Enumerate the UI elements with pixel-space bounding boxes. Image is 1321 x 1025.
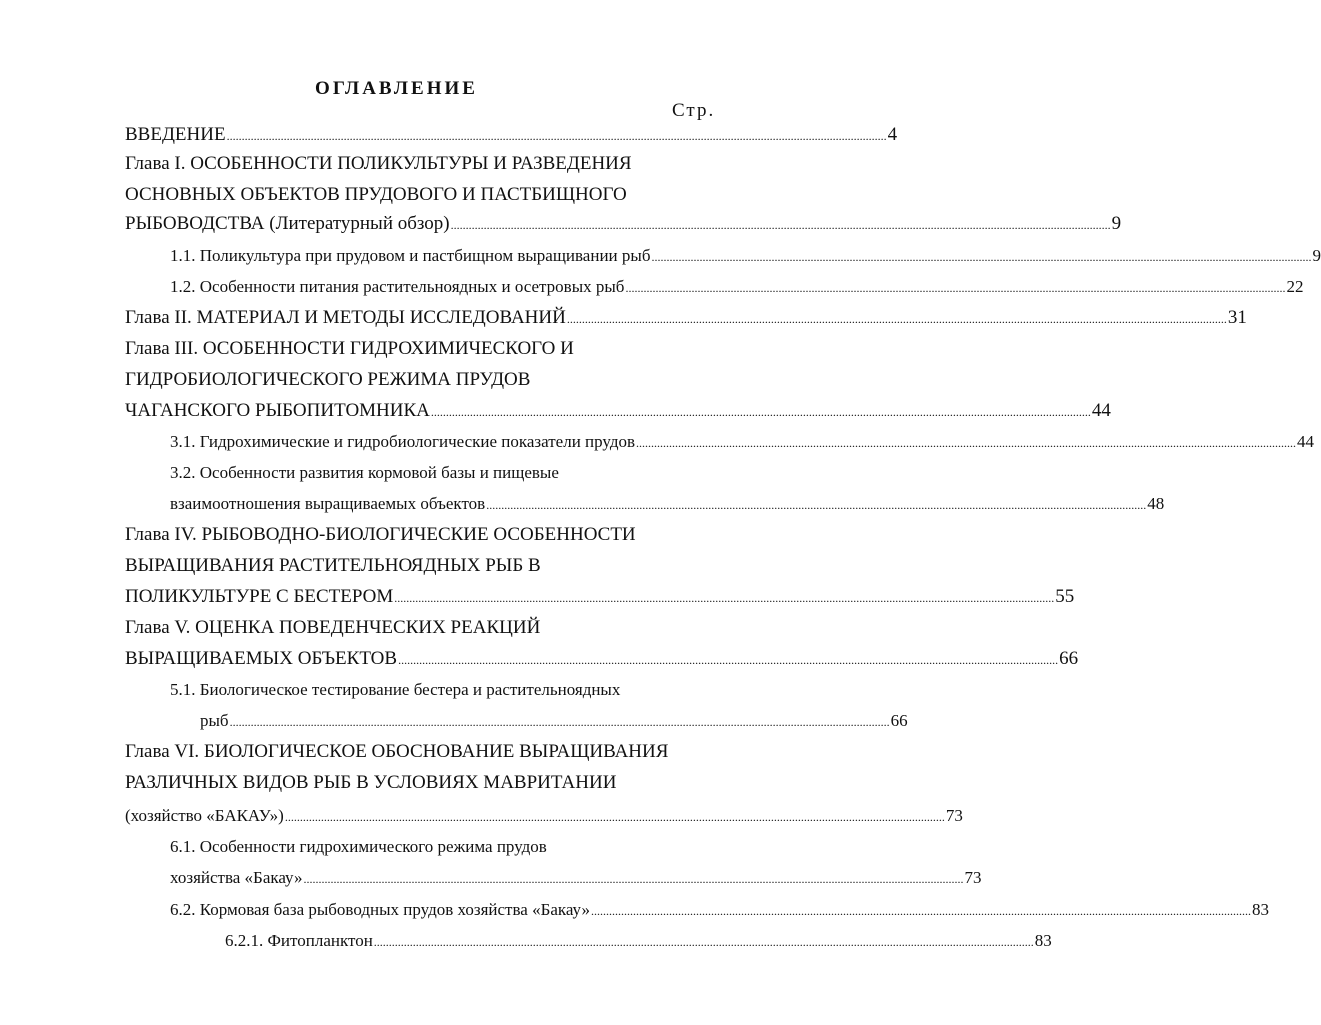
toc-entry-text: 3.1. Гидрохимические и гидробиологические показатели прудов [170,432,636,451]
toc-leader-dots: ............................................................................................................................................................................................................................ [625,281,1286,295]
toc-entry [125,615,725,641]
toc-entry [125,803,963,829]
toc-entry-text: 3.2. Особенности развития кормовой базы и пищевые [170,463,559,482]
toc-entry-page: 73 [945,806,963,825]
toc-entry-text: ОСНОВНЫХ ОБЪЕКТОВ ПРУДОВОГО И ПАСТБИЩНОГО [125,184,627,205]
toc-entry-text: РЫБОВОДСТВА (Литературный обзор) [125,213,450,234]
toc-entry [170,274,1304,300]
toc-entry [170,429,1315,455]
toc-entry-text: ВЫРАЩИВАНИЯ РАСТИТЕЛЬНОЯДНЫХ РЫБ В [125,555,541,576]
toc-entry-page: 44 [1091,400,1111,421]
toc-leader-dots: ............................................................................................................................................................................................................................ [229,715,890,729]
toc-entry [225,928,1052,954]
toc-entry-text: 5.1. Биологическое тестирование бестера и растительноядных [170,680,621,699]
toc-entry [170,677,710,703]
toc-leader-dots: ............................................................................................................................................................................................................................ [373,935,1034,949]
toc-entry [125,336,725,362]
toc-leader-dots: ............................................................................................................................................................................................................................ [590,904,1251,918]
toc-leader-dots: ............................................................................................................................................................................................................................ [284,810,945,824]
toc-entry-text: ПОЛИКУЛЬТУРЕ С БЕСТЕРОМ [125,586,394,607]
toc-entry [125,398,1111,424]
toc-entry [170,834,710,860]
page-column-label: Стр. [672,100,716,121]
toc-leader-dots: ............................................................................................................................................................................................................................ [651,250,1312,264]
toc-entry-text: Глава IV. РЫБОВОДНО-БИОЛОГИЧЕСКИЕ ОСОБЕННОСТИ [125,524,636,545]
toc-entry-text: ЧАГАНСКОГО РЫБОПИТОМНИКА [125,400,430,421]
toc-entry-page: 83 [1251,900,1269,919]
toc-entry [125,211,1122,237]
toc-leader-dots: ............................................................................................................................................................................................................................ [486,498,1147,512]
toc-entry-text: ГИДРОБИОЛОГИЧЕСКОГО РЕЖИМА ПРУДОВ [125,369,531,390]
toc-entry-page: 4 [887,124,898,145]
toc-entry [125,305,1247,331]
toc-entry [125,367,725,393]
toc-entry-page: 55 [1055,586,1075,607]
toc-entry-text: Глава III. ОСОБЕННОСТИ ГИДРОХИМИЧЕСКОГО И [125,338,574,359]
toc-entry [125,151,725,177]
toc-entry-text: Глава VI. БИОЛОГИЧЕСКОЕ ОБОСНОВАНИЕ ВЫРАЩИВАНИЯ [125,741,669,762]
toc-entry-page: 66 [1059,648,1079,669]
toc-entry [170,897,1269,923]
toc-entry-text: ВЫРАЩИВАЕМЫХ ОБЪЕКТОВ [125,648,398,669]
toc-entry-text: Глава I. ОСОБЕННОСТИ ПОЛИКУЛЬТУРЫ И РАЗВЕДЕНИЯ [125,153,632,174]
toc-leader-dots: ............................................................................................................................................................................................................................ [226,129,887,143]
toc-entry-page: 73 [964,868,982,887]
toc-leader-dots: ............................................................................................................................................................................................................................ [398,653,1059,667]
toc-entry-page: 9 [1312,246,1321,265]
toc-entry [125,553,725,579]
toc-entry [125,584,1075,610]
toc-entry-page: 9 [1111,213,1122,234]
toc-entry-text: взаимоотношения выращиваемых объектов [170,494,486,513]
toc-entry-text: Глава II. МАТЕРИАЛ И МЕТОДЫ ИССЛЕДОВАНИЙ [125,307,566,328]
toc-leader-dots: ............................................................................................................................................................................................................................ [636,436,1297,450]
toc-leader-dots: ............................................................................................................................................................................................................................ [394,591,1055,605]
toc-entry-page: 44 [1297,432,1315,451]
toc-entry-page: 83 [1034,931,1052,950]
toc-entry-text: ВВЕДЕНИЕ [125,124,226,145]
toc-entry [125,182,725,208]
toc-entry-page: 22 [1286,277,1304,296]
toc-entry-text: 6.1. Особенности гидрохимического режима прудов [170,837,547,856]
toc-entry [125,122,898,148]
toc-leader-dots: ............................................................................................................................................................................................................................ [566,312,1227,326]
toc-entry-page: 31 [1227,307,1247,328]
toc-entry-text: 1.2. Особенности питания растительноядных и осетровых рыб [170,277,625,296]
toc-heading: ОГЛАВЛЕНИЕ [315,78,478,99]
toc-entry-text: 6.2.1. Фитопланктон [225,931,373,950]
toc-leader-dots: ............................................................................................................................................................................................................................ [303,872,964,886]
toc-entry [170,491,1165,517]
toc-entry [170,243,1321,269]
toc-entry-text: РАЗЛИЧНЫХ ВИДОВ РЫБ В УСЛОВИЯХ МАВРИТАНИИ [125,772,617,793]
toc-entry [125,739,735,765]
toc-entry [125,522,725,548]
toc-entry-text: (хозяйство «БАКАУ») [125,806,284,825]
toc-entry-text: 6.2. Кормовая база рыбоводных прудов хозяйства «Бакау» [170,900,590,919]
toc-entry-text: 1.1. Поликультура при прудовом и пастбищном выращивании рыб [170,246,651,265]
toc-entry [170,460,710,486]
toc-entry-page: 48 [1147,494,1165,513]
toc-leader-dots: ............................................................................................................................................................................................................................ [450,218,1111,232]
toc-entry [200,708,908,734]
toc-entry [125,646,1079,672]
toc-entry [170,865,982,891]
toc-entry-text: рыб [200,711,229,730]
toc-entry-page: 66 [890,711,908,730]
toc-entry-text: Глава V. ОЦЕНКА ПОВЕДЕНЧЕСКИХ РЕАКЦИЙ [125,617,541,638]
toc-entry-text: хозяйства «Бакау» [170,868,303,887]
toc-leader-dots: ............................................................................................................................................................................................................................ [430,405,1091,419]
toc-entry [125,770,735,796]
